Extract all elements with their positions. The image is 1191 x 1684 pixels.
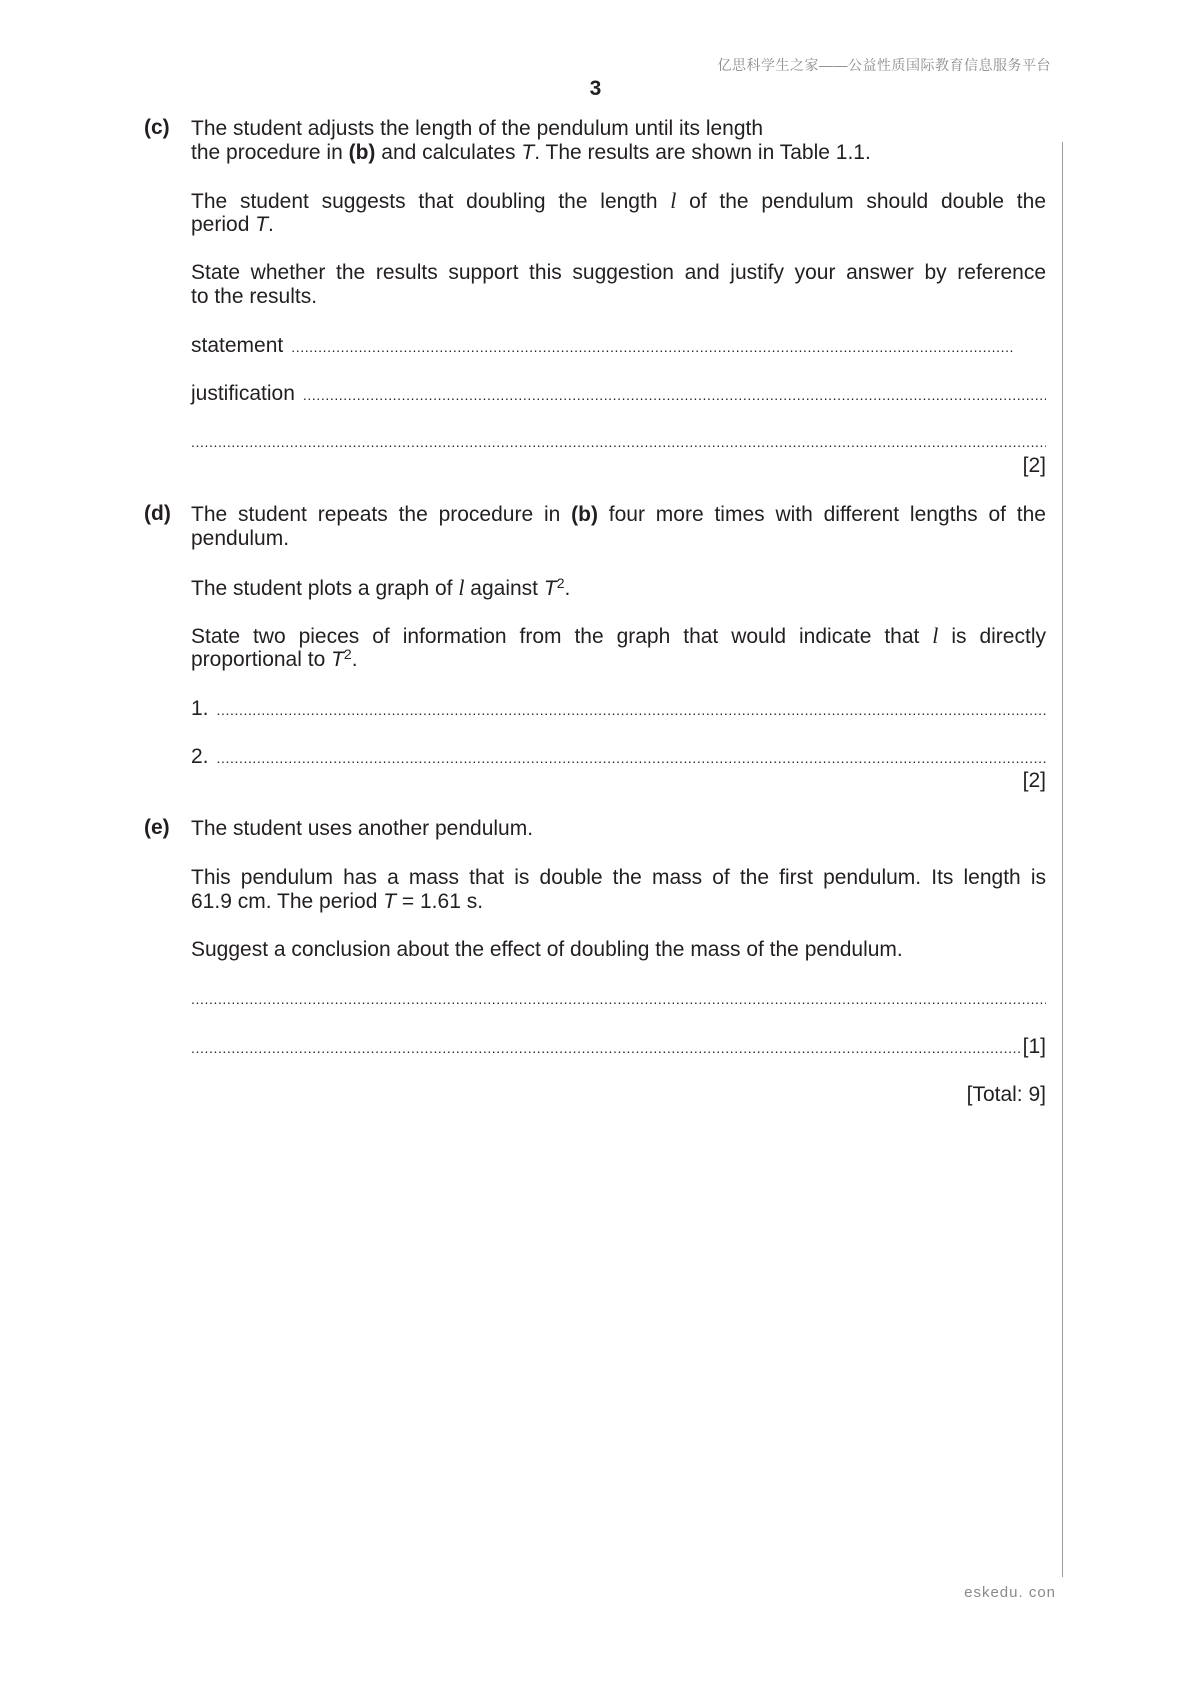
part-d-line-2: pendulum.	[191, 527, 290, 550]
answer-dots	[191, 429, 1046, 455]
text-run: period	[191, 213, 256, 236]
part-c-marks: [2]	[1022, 454, 1046, 477]
text-run: = 1.61 s.	[396, 890, 484, 913]
footer-watermark-note: eskedu. con	[964, 1584, 1056, 1601]
answer-dots	[191, 986, 1046, 1012]
text-run: .	[564, 577, 571, 600]
page-number: 3	[589, 77, 602, 100]
header-watermark-note: 亿思科学生之家——公益性质国际教育信息服务平台	[717, 57, 1051, 73]
answer-dots	[303, 382, 1046, 408]
variable-T: T	[543, 577, 557, 600]
item-number-1: 1.	[191, 697, 209, 720]
total-marks: [Total: 9]	[966, 1083, 1046, 1106]
part-e-label: (e)	[144, 816, 170, 839]
text-run: . The results are shown in Table 1.1.	[534, 141, 871, 164]
statement-label: statement	[191, 334, 284, 357]
part-d-marks: [2]	[1022, 769, 1046, 792]
justification-label: justification	[191, 382, 295, 405]
text-run: The student plots a graph of	[191, 577, 459, 600]
part-reference-b: (b)	[571, 503, 598, 526]
text-run: proportional to	[191, 648, 332, 671]
text-run: the procedure in	[191, 141, 349, 164]
part-e-marks: [1]	[1022, 1035, 1046, 1058]
justification-answer-line[interactable]	[191, 381, 1046, 408]
text-run: four more times with different lengths of the	[597, 503, 1046, 526]
part-e-answer-line-2[interactable]	[191, 1034, 1046, 1061]
answer-dots	[291, 334, 1013, 360]
variable-T: T	[331, 648, 344, 671]
variable-T: T	[255, 213, 269, 236]
statement-answer-line[interactable]	[191, 333, 1013, 360]
part-c-paragraph-2-line-2	[191, 212, 1046, 238]
variable-l: l	[932, 623, 939, 648]
part-e-paragraph-2-line-1: This pendulum has a mass that is double the mass of the first pendulum. Its length is	[191, 866, 1046, 889]
variable-l: l	[458, 575, 465, 600]
answer-dots	[191, 1035, 1021, 1061]
text-run: of the pendulum should double the	[676, 190, 1046, 213]
variable-l: l	[670, 188, 677, 213]
text-run: 61.9 cm. The period	[191, 890, 384, 913]
justification-answer-line-2[interactable]	[191, 429, 1046, 455]
text-run: .	[268, 213, 274, 236]
part-e-answer-line-1[interactable]	[191, 986, 1046, 1012]
part-c-paragraph-3-line-2: to the results.	[191, 285, 318, 308]
part-e-line-1: The student uses another pendulum.	[191, 817, 534, 840]
part-d-line-1	[191, 502, 1046, 528]
text-run: The student repeats the procedure in	[191, 503, 572, 526]
margin-rule	[1062, 142, 1063, 1577]
part-d-label: (d)	[144, 502, 171, 525]
answer-dots	[217, 697, 1046, 723]
text-run: is directly	[938, 625, 1046, 648]
variable-T: T	[521, 141, 535, 164]
part-d-paragraph-2	[191, 575, 1046, 602]
text-run: and calculates	[375, 141, 522, 164]
text-run: State two pieces of information from the graph that would indicate that	[191, 625, 933, 648]
variable-T: T	[383, 890, 397, 913]
answer-line-1[interactable]	[191, 696, 1046, 723]
text-run: .	[351, 648, 358, 671]
answer-line-2[interactable]	[191, 744, 1046, 771]
text-run: The student suggests that doubling the length	[191, 190, 671, 213]
item-number-2: 2.	[191, 745, 209, 768]
part-e-paragraph-3: Suggest a conclusion about the effect of doubling the mass of the pendulum.	[191, 938, 903, 961]
part-c-paragraph-2-line-1	[191, 188, 1046, 215]
part-e-paragraph-2-line-2	[191, 889, 1046, 915]
part-d-paragraph-3-line-1	[191, 623, 1046, 650]
superscript: 2	[343, 646, 352, 662]
text-run: against	[464, 577, 544, 600]
part-d-paragraph-3-line-2	[191, 647, 1046, 673]
part-c-paragraph-3-line-1: State whether the results support this suggestion and justify your answer by reference	[191, 261, 1046, 284]
part-c-line-1: The student adjusts the length of the pendulum until its length	[191, 117, 764, 140]
part-c-label: (c)	[144, 116, 170, 139]
part-c-line-2	[191, 140, 1046, 166]
part-reference-b: (b)	[348, 141, 376, 164]
superscript: 2	[556, 575, 565, 591]
